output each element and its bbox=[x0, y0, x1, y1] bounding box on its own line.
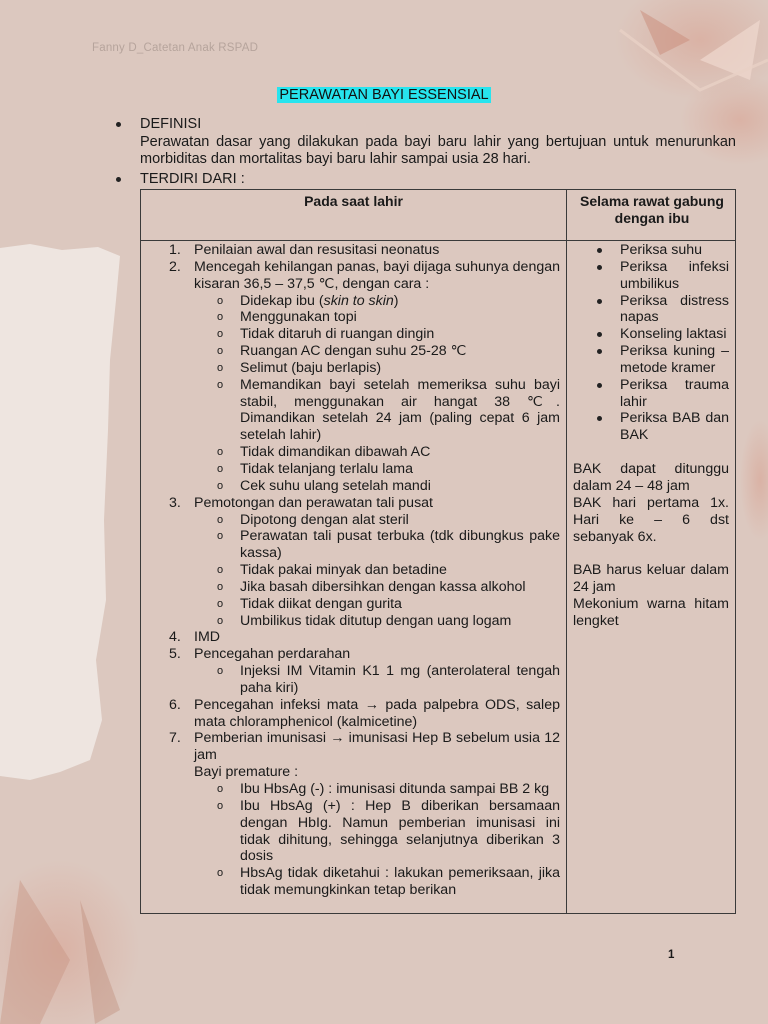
item-number: 4. bbox=[169, 629, 181, 646]
care-table bbox=[140, 189, 736, 914]
bullet-icon bbox=[597, 416, 602, 421]
list-item bbox=[567, 410, 737, 444]
bullet-icon bbox=[597, 383, 602, 388]
item-text: Pencegahan perdarahan bbox=[194, 646, 351, 663]
circle-bullet-icon: o bbox=[217, 328, 224, 341]
circle-bullet-icon: o bbox=[217, 867, 224, 880]
sub-item-text: Tidak ditaruh di ruangan dingin bbox=[240, 326, 435, 343]
item-text: IMD bbox=[194, 629, 221, 646]
document-title-text: PERAWATAN BAYI ESSENSIAL bbox=[279, 87, 489, 103]
item-number: 1. bbox=[169, 242, 181, 258]
item-text: Pemberian imunisasi → imunisasi Hep B sebelum usia 12 jam bbox=[194, 730, 560, 764]
sub-list-item bbox=[141, 562, 566, 579]
bullet-icon bbox=[597, 299, 602, 304]
circle-bullet-icon: o bbox=[217, 345, 224, 358]
sub-list-item bbox=[141, 293, 566, 310]
bullet-icon bbox=[597, 248, 602, 253]
sub-item-text: Selimut (baju berlapis) bbox=[240, 359, 382, 376]
sub-item-text: Tidak pakai minyak dan betadine bbox=[240, 562, 447, 579]
list-item bbox=[567, 326, 737, 343]
sub-list-item bbox=[141, 579, 566, 596]
table-header-divider bbox=[141, 240, 735, 241]
sub-item-text: Menggunakan topi bbox=[240, 309, 357, 326]
sub-item-text: Injeksi IM Vitamin K1 1 mg (anterolateral tengah paha kiri) bbox=[240, 663, 560, 696]
item-number: 7. bbox=[169, 730, 181, 747]
list-item bbox=[141, 646, 566, 663]
sub-list-item bbox=[141, 781, 566, 798]
item-text: Mencegah kehilangan panas, bayi dijaga suhunya dengan kisaran 36,5 – 37,5 ℃, dengan cara : bbox=[194, 258, 561, 292]
sub-item-text: Perawatan tali pusat terbuka (tdk dibungkus pake kassa) bbox=[240, 528, 560, 562]
circle-bullet-icon: o bbox=[217, 614, 224, 627]
circle-bullet-icon: o bbox=[217, 361, 224, 374]
document-title bbox=[0, 86, 768, 104]
premature-note: Bayi premature : bbox=[194, 764, 299, 781]
circle-bullet-icon: o bbox=[217, 783, 224, 795]
item-number: 5. bbox=[169, 646, 181, 663]
circle-bullet-icon: o bbox=[217, 799, 224, 812]
sub-list-item bbox=[141, 377, 566, 444]
item-number: 2. bbox=[169, 258, 181, 275]
item-text: Penilaian awal dan resusitasi neonatus bbox=[194, 242, 440, 258]
item-text: Periksa BAB dan BAK bbox=[620, 410, 729, 444]
circle-bullet-icon: o bbox=[217, 513, 224, 526]
circle-bullet-icon: o bbox=[217, 597, 224, 610]
italic-term: skin to skin bbox=[323, 292, 394, 309]
circle-bullet-icon: o bbox=[217, 311, 224, 324]
sub-item-text: Dipotong dengan alat steril bbox=[240, 511, 409, 528]
terdiri-label: TERDIRI DARI : bbox=[140, 171, 245, 187]
bullet-icon bbox=[597, 265, 602, 270]
list-item bbox=[141, 629, 566, 646]
list-item bbox=[567, 259, 737, 293]
item-number: 6. bbox=[169, 696, 181, 713]
item-text: Periksa suhu bbox=[620, 242, 703, 258]
sub-list-item bbox=[141, 613, 566, 630]
bab-note: BAB harus keluar dalam 24 jam bbox=[573, 562, 729, 596]
list-item bbox=[141, 259, 566, 293]
circle-bullet-icon: o bbox=[217, 580, 224, 593]
item-text: Periksa distress napas bbox=[620, 292, 729, 326]
bab-note: Mekonium warna hitam lengket bbox=[573, 596, 729, 629]
bullet-icon bbox=[116, 122, 121, 127]
page-number: 1 bbox=[668, 949, 675, 961]
sub-list-item bbox=[141, 343, 566, 360]
circle-bullet-icon: o bbox=[217, 479, 224, 492]
bullet-icon bbox=[116, 177, 121, 182]
sub-item-text: Ibu HbsAg (-) : imunisasi ditunda sampai BB 2 kg bbox=[240, 781, 550, 797]
sub-list-item bbox=[141, 309, 566, 326]
sub-item-text: Ruangan AC dengan suhu 25-28 ℃ bbox=[240, 343, 467, 360]
at-birth-list bbox=[141, 242, 566, 899]
bak-note: BAK dapat ditunggu dalam 24 – 48 jam bbox=[573, 461, 729, 494]
item-text: Pemotongan dan perawatan tali pusat bbox=[194, 494, 433, 511]
item-text: Pencegahan infeksi mata → pada palpebra ODS, salep mata chloramphenicol (kalmicetine) bbox=[194, 696, 560, 730]
definisi-label: DEFINISI bbox=[140, 116, 202, 132]
sub-list-item bbox=[141, 360, 566, 377]
sub-item-text: Ibu HbsAg (+) : Hep B diberikan bersamaan dengan HbIg. Namun pemberian imunisasi ini tidak dihitung, sehingga selanjutnya diberikan 3 dosis bbox=[240, 797, 560, 865]
circle-bullet-icon: o bbox=[217, 530, 224, 543]
list-item bbox=[567, 242, 737, 259]
sub-item-text: Jika basah dibersihkan dengan kassa alkohol bbox=[240, 578, 526, 595]
sub-item-text: Umbilikus tidak ditutup dengan uang logam bbox=[240, 612, 512, 629]
sub-list-item bbox=[141, 326, 566, 343]
list-item bbox=[141, 697, 566, 731]
list-item bbox=[567, 377, 737, 411]
sub-item-text: Tidak dimandikan dibawah AC bbox=[240, 444, 431, 461]
sub-list-item bbox=[141, 596, 566, 613]
circle-bullet-icon: o bbox=[217, 446, 224, 459]
sub-list-item bbox=[141, 663, 566, 697]
list-item bbox=[141, 495, 566, 512]
sub-list-item bbox=[141, 528, 566, 562]
circle-bullet-icon: o bbox=[217, 294, 224, 307]
sub-list-item bbox=[141, 865, 566, 899]
bullet-icon bbox=[597, 349, 602, 354]
column-header-at-birth: Pada saat lahir bbox=[304, 193, 403, 209]
list-item bbox=[141, 730, 566, 764]
circle-bullet-icon: o bbox=[217, 564, 224, 577]
sub-list-item bbox=[141, 461, 566, 478]
circle-bullet-icon: o bbox=[217, 462, 224, 475]
list-item bbox=[141, 242, 566, 259]
sub-list-item bbox=[141, 798, 566, 865]
sub-item-text: Tidak diikat dengan gurita bbox=[240, 595, 402, 612]
rooming-in-list bbox=[567, 242, 737, 630]
sub-list-item bbox=[141, 444, 566, 461]
circle-bullet-icon: o bbox=[217, 665, 224, 678]
column-header-rooming-in: Selama rawat gabung dengan ibu bbox=[580, 193, 724, 226]
item-text: Periksa trauma lahir bbox=[620, 376, 729, 410]
sub-list-item bbox=[141, 512, 566, 529]
sub-item-text: Didekap ibu (skin to skin) bbox=[240, 292, 399, 309]
sub-item-text: Tidak telanjang terlalu lama bbox=[240, 460, 413, 477]
item-number: 3. bbox=[169, 494, 181, 511]
sub-item-text: Memandikan bayi setelah memeriksa suhu bayi stabil, menggunakan air hangat 38 ℃. Dimandikan setelah 24 jam (paling cepat 6 jam setelah lahir) bbox=[240, 376, 560, 444]
item-text: Periksa infeksi umbilikus bbox=[620, 258, 729, 292]
item-text: Periksa kuning – metode kramer bbox=[620, 343, 729, 376]
sub-list-item bbox=[141, 478, 566, 495]
list-item bbox=[567, 343, 737, 377]
sub-item-text: HbsAg tidak diketahui : lakukan pemeriksaan, jika tidak memungkinkan tetap berikan bbox=[240, 865, 560, 899]
bak-note: BAK hari pertama 1x. Hari ke – 6 dst sebanyak 6x. bbox=[573, 494, 729, 545]
header-note: Fanny D_Catetan Anak RSPAD bbox=[92, 42, 259, 54]
bullet-icon bbox=[597, 332, 602, 337]
item-text: Konseling laktasi bbox=[620, 326, 727, 343]
definisi-text: Perawatan dasar yang dilakukan pada bayi baru lahir yang bertujuan untuk menurunkan morbiditas dan mortalitas bayi baru lahir sampai usia 28 hari. bbox=[140, 134, 736, 167]
circle-bullet-icon: o bbox=[217, 378, 224, 391]
list-item bbox=[567, 293, 737, 327]
sub-item-text: Cek suhu ulang setelah mandi bbox=[240, 477, 431, 494]
